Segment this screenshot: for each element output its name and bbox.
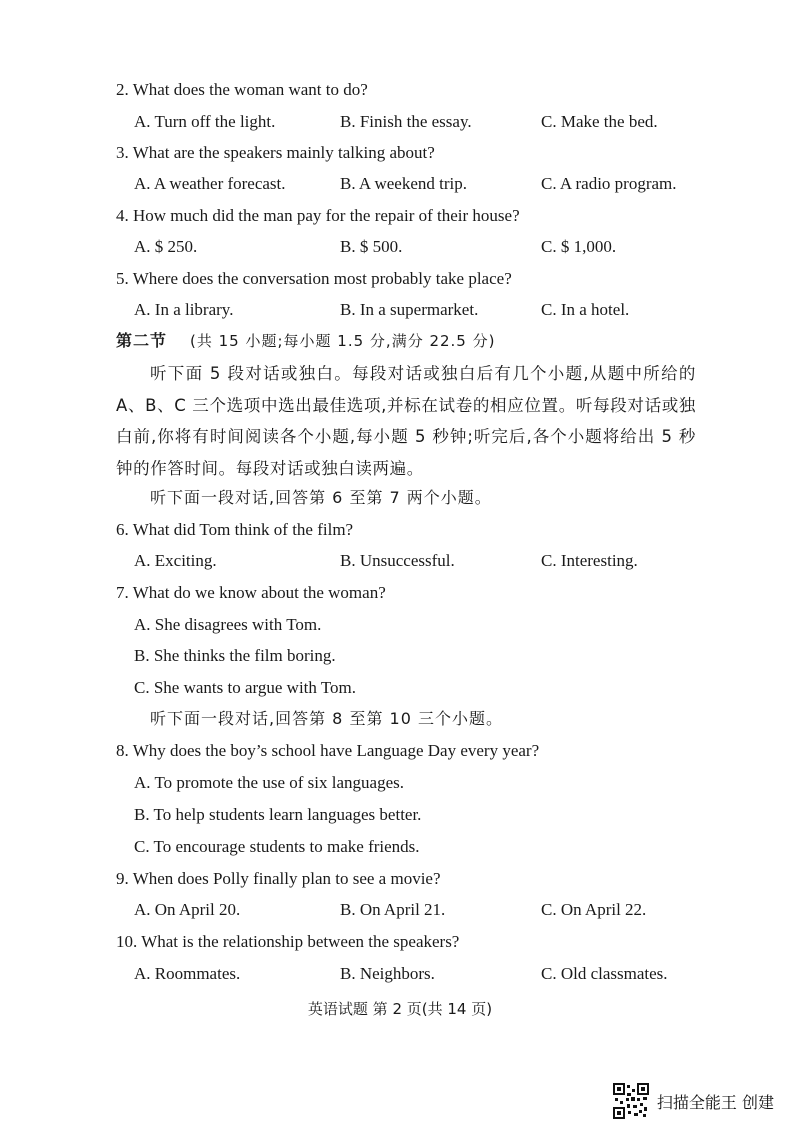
q8-option-c: C. To encourage students to make friends.	[134, 837, 420, 856]
dialogue-2-intro: 听下面一段对话,回答第 8 至第 10 三个小题。	[150, 709, 503, 728]
question-6: 6. What did Tom think of the film?	[116, 520, 354, 539]
q4-option-b: B. $ 500.	[340, 237, 403, 256]
q3-option-b: B. A weekend trip.	[340, 174, 468, 193]
q6-option-a: A. Exciting.	[134, 551, 217, 570]
q4-option-a: A. $ 250.	[134, 237, 198, 256]
scanner-watermark	[613, 1083, 774, 1119]
q5-option-c: C. In a hotel.	[541, 300, 630, 319]
section-2-note: (共 15 小题;每小题 1.5 分,满分 22.5 分)	[190, 332, 496, 350]
q9-option-b: B. On April 21.	[340, 900, 446, 919]
q9-option-c: C. On April 22.	[541, 900, 647, 919]
q7-option-b: B. She thinks the film boring.	[134, 646, 336, 665]
question-3: 3. What are the speakers mainly talking about?	[116, 143, 435, 162]
q10-option-a: A. Roommates.	[134, 964, 241, 983]
q9-option-a: A. On April 20.	[134, 900, 241, 919]
q6-option-b: B. Unsuccessful.	[340, 551, 455, 570]
question-7: 7. What do we know about the woman?	[116, 583, 386, 602]
section-2-instructions: 听下面 5 段对话或独白。每段对话或独白后有几个小题,从题中所给的A、B、C 三个选项中选出最佳选项,并标在试卷的相应位置。听每段对话或独白前,你将有时间阅读各个小题,每小题 5 秒钟;听完后,各个小题将给出 5 秒钟的作答时间。每段对话或独白读两遍。	[116, 364, 696, 478]
q2-option-b: B. Finish the essay.	[340, 112, 472, 131]
q6-option-c: C. Interesting.	[541, 551, 638, 570]
q8-option-a: A. To promote the use of six languages.	[134, 773, 404, 792]
watermark-text: 扫描全能王 创建	[656, 1092, 774, 1112]
dialogue-1-intro: 听下面一段对话,回答第 6 至第 7 两个小题。	[150, 488, 492, 507]
question-10: 10. What is the relationship between the speakers?	[116, 932, 460, 951]
q7-option-a: A. She disagrees with Tom.	[134, 615, 322, 634]
section-2-heading: 第二节	[116, 331, 168, 350]
q5-option-b: B. In a supermarket.	[340, 300, 479, 319]
question-8: 8. Why does the boy’s school have Language Day every year?	[116, 741, 540, 760]
q2-option-c: C. Make the bed.	[541, 112, 658, 131]
question-2: 2. What does the woman want to do?	[116, 80, 368, 99]
page-footer: 英语试题 第 2 页(共 14 页)	[307, 1000, 493, 1018]
q4-option-c: C. $ 1,000.	[541, 237, 617, 256]
q3-option-c: C. A radio program.	[541, 174, 677, 193]
question-9: 9. When does Polly finally plan to see a movie?	[116, 869, 441, 888]
q10-option-c: C. Old classmates.	[541, 964, 668, 983]
q8-option-b: B. To help students learn languages better.	[134, 805, 422, 824]
q3-option-a: A. A weather forecast.	[134, 174, 286, 193]
question-5: 5. Where does the conversation most probably take place?	[116, 269, 512, 288]
qr-code-icon	[613, 1083, 649, 1119]
q2-option-a: A. Turn off the light.	[134, 112, 276, 131]
q5-option-a: A. In a library.	[134, 300, 234, 319]
q7-option-c: C. She wants to argue with Tom.	[134, 678, 357, 697]
q10-option-b: B. Neighbors.	[340, 964, 435, 983]
question-4: 4. How much did the man pay for the repair of their house?	[116, 206, 520, 225]
